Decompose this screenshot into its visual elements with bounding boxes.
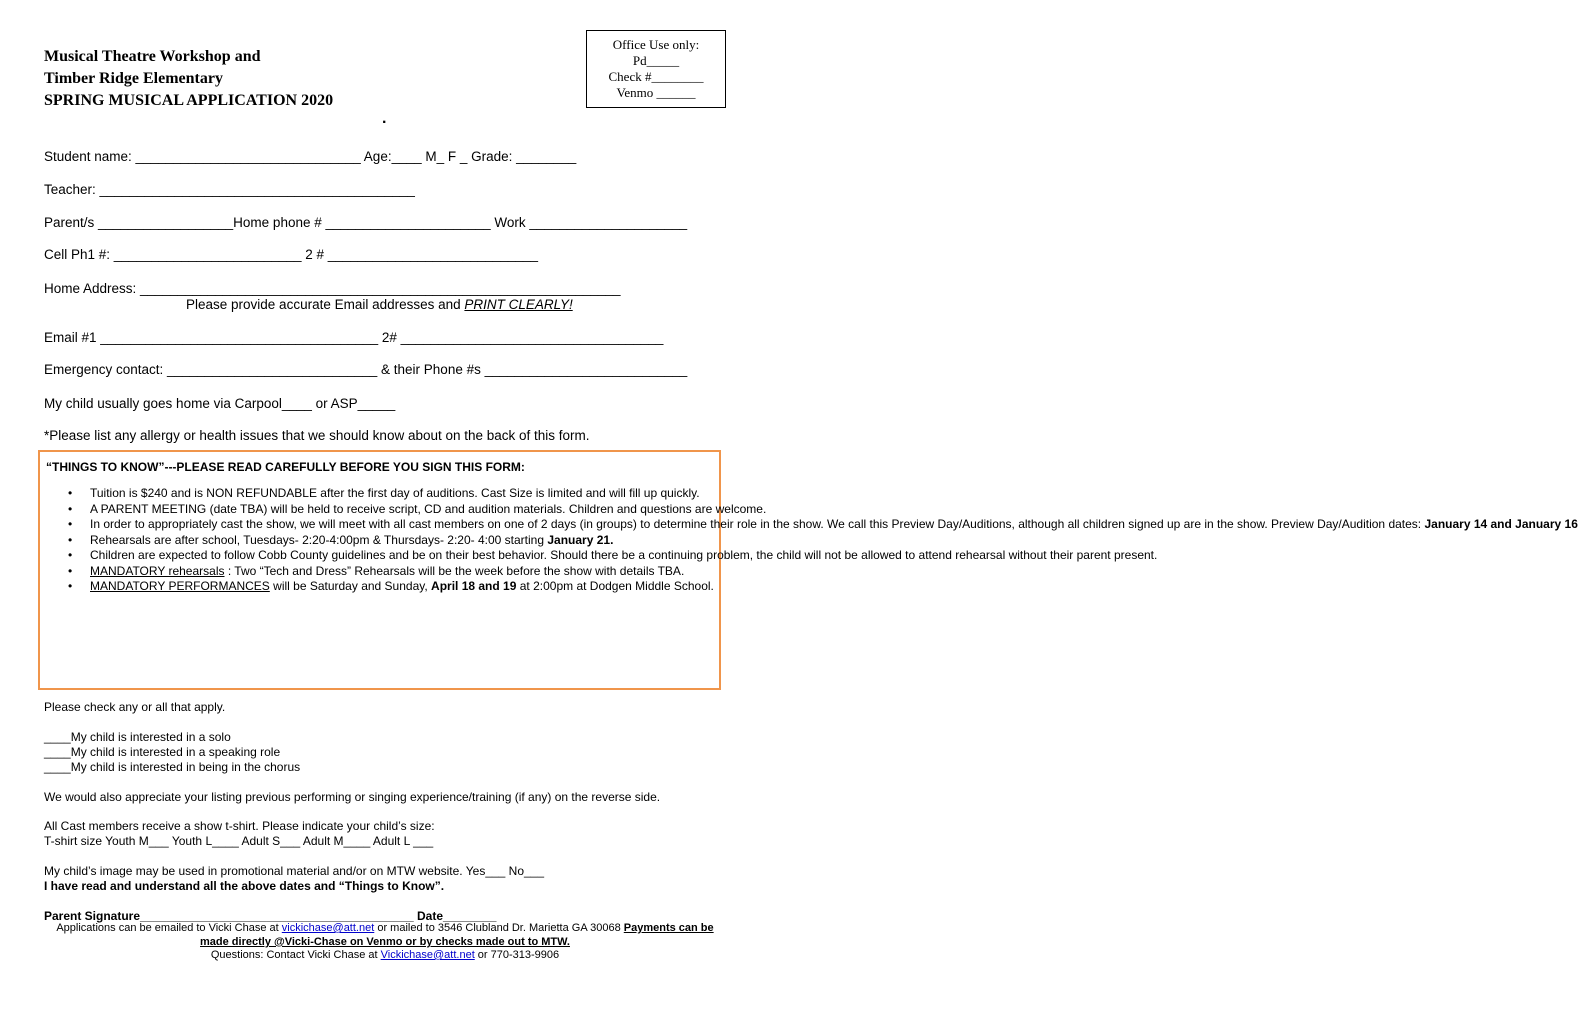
office-use-box xyxy=(586,30,726,108)
list-item xyxy=(90,517,1578,533)
rehearsal-start-date: January 21. xyxy=(547,532,614,547)
teacher-line[interactable]: Teacher: __________________________________________ xyxy=(44,182,415,197)
email-note xyxy=(186,297,573,312)
mandatory-performances-label: MANDATORY PERFORMANCES xyxy=(90,579,270,593)
list-item: • Children are expected to follow Cobb County guidelines and be on their best behavior. Should there be a continuing problem, the child will not be allowed to attend rehearsal without their parent present. xyxy=(90,548,740,564)
email-line[interactable]: Email #1 _____________________________________ 2# ___________________________________ xyxy=(44,330,664,345)
list-item-text: Rehearsals are after school, Tuesdays- 2:20-4:00pm & Thursdays- 2:20- 4:00 starting xyxy=(90,532,548,547)
print-clearly-emphasis: PRINT CLEARLY! xyxy=(464,297,573,312)
email-note-text: Please provide accurate Email addresses and xyxy=(186,297,465,312)
signature-line[interactable]: Parent Signature_________________________________________ Date________ xyxy=(44,909,497,923)
student-info-line[interactable]: Student name: ______________________________ Age:____ M_ F _ Grade: ________ xyxy=(44,149,577,164)
payments-note-line-2: made directly @Vicki-Chase on Venmo or by checks made out to MTW. xyxy=(200,936,570,948)
title-line-1: Musical Theatre Workshop and xyxy=(44,48,261,65)
questions-email-link[interactable]: Vickichase@att.net xyxy=(380,949,475,961)
list-item xyxy=(90,579,740,595)
office-check-field: Check #________ xyxy=(608,69,704,84)
allergy-note: *Please list any allergy or health issues that we should know about on the back of this form. xyxy=(44,428,590,443)
applications-text: Applications can be emailed to Vicki Chase at xyxy=(56,922,282,934)
list-item: • Tuition is $240 and is NON REFUNDABLE after the first day of auditions. Cast Size is limited and will fill up quickly. xyxy=(90,486,740,502)
list-item xyxy=(90,533,740,549)
checklist-intro: Please check any or all that apply. xyxy=(44,700,226,714)
list-item: • A PARENT MEETING (date TBA) will be held to receive script, CD and audition materials. Children and questions are welcome. xyxy=(90,502,740,518)
questions-phone: or 770-313-9906 xyxy=(474,949,560,961)
performance-dates: April 18 and 19 xyxy=(431,579,517,593)
office-venmo-field: Venmo ______ xyxy=(616,85,696,100)
audition-dates: January 14 and January 16 xyxy=(1424,517,1578,531)
experience-note: We would also appreciate your listing previous performing or singing experience/training (if any) on the reverse side. xyxy=(44,790,661,804)
list-item-text: : Two “Tech and Dress” Rehearsals will be the week before the show with details TBA. xyxy=(224,563,685,578)
title-line-2: Timber Ridge Elementary xyxy=(44,70,223,87)
list-item xyxy=(90,564,740,580)
emergency-contact-line[interactable]: Emergency contact: ____________________________ & their Phone #s ___________________________ xyxy=(44,362,688,377)
acknowledgement: I have read and understand all the above dates and “Things to Know”. xyxy=(44,879,445,893)
mailing-address: or mailed to 3546 Clubland Dr. Marietta GA 30068 xyxy=(374,922,624,934)
carpool-line[interactable]: My child usually goes home via Carpool____ or ASP_____ xyxy=(44,396,396,411)
stray-dot: . xyxy=(382,110,387,127)
tshirt-intro: All Cast members receive a show t-shirt. Please indicate your child’s size: xyxy=(44,819,435,833)
speaking-checkbox-line[interactable]: ____My child is interested in a speaking role xyxy=(44,745,281,759)
tshirt-size-line[interactable]: T-shirt size Youth M___ Youth L____ Adult S___ Adult M____ Adult L ___ xyxy=(44,834,434,848)
chorus-checkbox-line[interactable]: ____My child is interested in being in the chorus xyxy=(44,760,301,774)
questions-note xyxy=(0,949,770,961)
parents-line[interactable]: Parent/s __________________Home phone # ______________________ Work _____________________ xyxy=(44,215,688,230)
questions-text: Questions: Contact Vicki Chase at xyxy=(210,949,381,961)
title-line-3: SPRING MUSICAL APPLICATION 2020 xyxy=(44,92,334,109)
mandatory-rehearsals-label: MANDATORY rehearsals xyxy=(90,563,225,578)
things-to-know-box xyxy=(38,450,1578,690)
list-item-text: In order to appropriately cast the show, we will meet with all cast members on one of 2 days (in groups) to determine their role in the show. We call this Preview Day/Auditions, although all children signed up are in the show. Preview Day/Audition dates: xyxy=(90,517,1425,531)
vicki-email-link[interactable]: vickichase@att.net xyxy=(281,922,375,934)
cell-phone-line[interactable]: Cell Ph1 #: _________________________ 2 # ____________________________ xyxy=(44,247,538,262)
applications-note xyxy=(0,922,770,934)
things-to-know-list xyxy=(40,486,1578,595)
payments-note: Payments can be xyxy=(623,922,714,934)
things-to-know-heading: “THINGS TO KNOW”---PLEASE READ CAREFULLY BEFORE YOU SIGN THIS FORM: xyxy=(46,460,525,474)
home-address-line[interactable]: Home Address: ________________________________________________________________ xyxy=(44,281,621,296)
list-item-text: will be Saturday and Sunday, xyxy=(269,579,432,593)
list-item-text: at 2:00pm at Dodgen Middle School. xyxy=(516,579,714,593)
image-consent-line[interactable]: My child’s image may be used in promotional material and/or on MTW website. Yes___ No___ xyxy=(44,864,545,878)
office-paid-field: Pd_____ xyxy=(632,53,680,68)
solo-checkbox-line[interactable]: ____My child is interested in a solo xyxy=(44,730,231,744)
office-use-label: Office Use only: xyxy=(612,37,700,52)
